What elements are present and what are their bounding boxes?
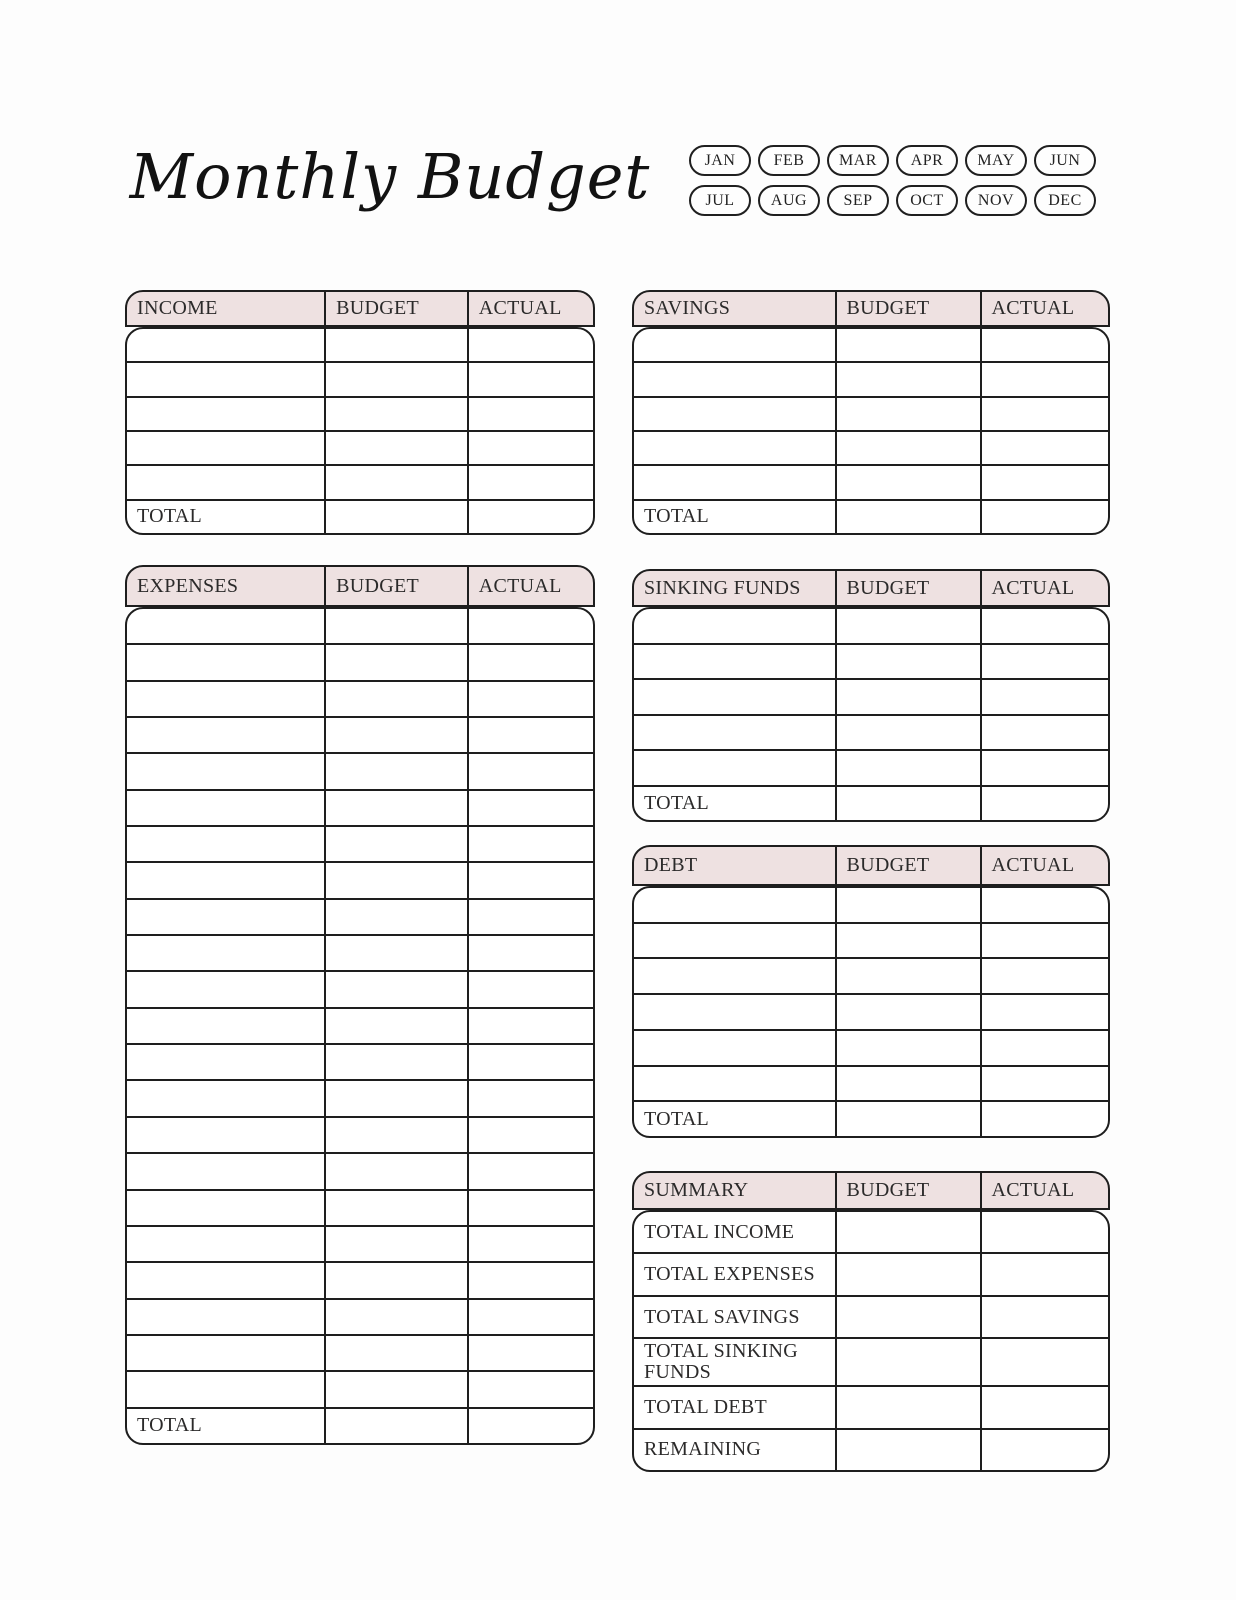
table-row	[634, 922, 1108, 958]
blank-cell[interactable]	[634, 329, 835, 361]
month-pill-may[interactable]: MAY	[965, 145, 1027, 176]
budget-column-header: BUDGET	[835, 1173, 980, 1208]
total-row	[634, 1100, 1108, 1136]
blank-cell[interactable]	[835, 1297, 980, 1337]
blank-cell[interactable]	[980, 751, 1108, 785]
savings-table-header	[632, 290, 1110, 327]
actual-column-header: ACTUAL	[467, 292, 593, 325]
blank-cell[interactable]	[980, 1297, 1108, 1337]
blank-cell[interactable]	[634, 888, 835, 922]
blank-cell[interactable]	[634, 716, 835, 750]
savings-header-label: SAVINGS	[644, 297, 731, 319]
table-row	[634, 643, 1108, 679]
sinking-funds-table-header	[632, 569, 1110, 607]
summary-row-label: TOTAL SINKING FUNDS	[644, 1340, 798, 1384]
table-row	[127, 1334, 593, 1370]
expenses-table	[125, 565, 595, 1445]
blank-cell[interactable]	[980, 1067, 1108, 1101]
table-row	[127, 1298, 593, 1334]
blank-cell[interactable]	[127, 1300, 324, 1334]
summary-header-label: SUMMARY	[644, 1179, 749, 1201]
blank-cell[interactable]	[835, 398, 980, 430]
summary-row-label: TOTAL DEBT	[644, 1395, 768, 1418]
blank-cell[interactable]	[467, 754, 593, 788]
blank-cell[interactable]	[634, 924, 835, 958]
blank-cell[interactable]	[127, 754, 324, 788]
blank-cell[interactable]	[467, 900, 593, 934]
blank-cell[interactable]	[980, 645, 1108, 679]
savings-table	[632, 290, 1110, 535]
month-pill-sep[interactable]: SEP	[827, 185, 889, 216]
blank-cell[interactable]	[127, 329, 324, 361]
total-row	[634, 499, 1108, 533]
blank-cell[interactable]	[324, 609, 467, 643]
debt-header-label: DEBT	[644, 854, 698, 876]
blank-cell[interactable]	[634, 645, 835, 679]
blank-cell[interactable]	[980, 716, 1108, 750]
blank-cell[interactable]	[127, 1045, 324, 1079]
blank-cell[interactable]	[835, 680, 980, 714]
budget-column-header: BUDGET	[324, 567, 467, 605]
labeled-row	[634, 1428, 1108, 1470]
blank-cell[interactable]	[324, 1045, 467, 1079]
table-row	[127, 609, 593, 643]
month-pill-feb[interactable]: FEB	[758, 145, 820, 176]
blank-cell[interactable]	[980, 680, 1108, 714]
blank-cell[interactable]	[980, 1430, 1108, 1470]
blank-cell[interactable]	[467, 863, 593, 897]
blank-cell[interactable]	[324, 972, 467, 1006]
blank-cell[interactable]	[634, 1067, 835, 1101]
blank-cell[interactable]	[324, 754, 467, 788]
table-row	[127, 825, 593, 861]
blank-cell[interactable]	[980, 1254, 1108, 1294]
blank-cell[interactable]	[467, 1045, 593, 1079]
blank-cell[interactable]	[835, 363, 980, 395]
blank-cell[interactable]	[835, 716, 980, 750]
blank-cell[interactable]	[467, 1009, 593, 1043]
blank-cell[interactable]	[835, 645, 980, 679]
table-row	[634, 1065, 1108, 1101]
blank-cell[interactable]	[324, 1300, 467, 1334]
blank-cell[interactable]	[835, 1339, 980, 1385]
blank-cell[interactable]	[127, 900, 324, 934]
blank-cell[interactable]	[835, 751, 980, 785]
table-row	[127, 934, 593, 970]
blank-cell[interactable]	[324, 900, 467, 934]
total-row	[127, 1407, 593, 1443]
income-table-header	[125, 290, 595, 327]
blank-cell[interactable]	[835, 1102, 980, 1136]
table-row	[634, 749, 1108, 785]
table-row	[127, 970, 593, 1006]
total-label: TOTAL	[644, 1107, 710, 1130]
blank-cell[interactable]	[835, 1387, 980, 1427]
summary-table-header	[632, 1171, 1110, 1210]
table-row	[127, 464, 593, 498]
blank-cell[interactable]	[324, 432, 467, 464]
actual-column-header: ACTUAL	[980, 847, 1108, 884]
blank-cell[interactable]	[980, 1387, 1108, 1427]
blank-cell[interactable]	[467, 363, 593, 395]
table-row	[127, 1189, 593, 1225]
blank-cell[interactable]	[127, 1263, 324, 1297]
blank-cell[interactable]	[324, 1009, 467, 1043]
blank-cell[interactable]	[634, 363, 835, 395]
blank-cell[interactable]	[980, 398, 1108, 430]
blank-cell[interactable]	[835, 787, 980, 821]
blank-cell[interactable]	[324, 466, 467, 498]
blank-cell[interactable]	[634, 751, 835, 785]
actual-column-header: ACTUAL	[980, 1173, 1108, 1208]
table-row	[634, 678, 1108, 714]
summary-row-label: TOTAL EXPENSES	[644, 1263, 815, 1286]
table-row	[127, 716, 593, 752]
blank-cell[interactable]	[467, 1300, 593, 1334]
month-pill-dec[interactable]: DEC	[1034, 185, 1096, 216]
blank-cell[interactable]	[467, 329, 593, 361]
table-row	[127, 1079, 593, 1115]
blank-cell[interactable]	[467, 827, 593, 861]
summary-row-label: TOTAL SAVINGS	[644, 1305, 800, 1328]
blank-cell[interactable]	[467, 718, 593, 752]
blank-cell[interactable]	[324, 718, 467, 752]
labeled-row	[634, 1337, 1108, 1385]
blank-cell[interactable]	[835, 1430, 980, 1470]
labeled-row	[634, 1385, 1108, 1427]
sinking-funds-table	[632, 569, 1110, 822]
blank-cell[interactable]	[980, 609, 1108, 643]
table-row	[634, 329, 1108, 361]
blank-cell[interactable]	[127, 363, 324, 395]
blank-cell[interactable]	[127, 682, 324, 716]
blank-cell[interactable]	[127, 1227, 324, 1261]
table-row	[634, 888, 1108, 922]
blank-cell[interactable]	[127, 398, 324, 430]
blank-cell[interactable]	[467, 1336, 593, 1370]
blank-cell[interactable]	[835, 1212, 980, 1252]
expenses-table-body	[125, 607, 595, 1445]
labeled-row	[634, 1252, 1108, 1294]
blank-cell[interactable]	[980, 787, 1108, 821]
table-row	[127, 1152, 593, 1188]
total-label: TOTAL	[137, 505, 203, 528]
table-row	[127, 789, 593, 825]
debt-table-header	[632, 845, 1110, 886]
blank-cell[interactable]	[980, 1102, 1108, 1136]
table-row	[127, 1261, 593, 1297]
table-row	[127, 861, 593, 897]
blank-cell[interactable]	[835, 959, 980, 993]
blank-cell[interactable]	[127, 791, 324, 825]
blank-cell[interactable]	[980, 501, 1108, 533]
blank-cell[interactable]	[324, 363, 467, 395]
blank-cell[interactable]	[127, 466, 324, 498]
blank-cell[interactable]	[835, 501, 980, 533]
table-row	[127, 329, 593, 361]
blank-cell[interactable]	[324, 682, 467, 716]
blank-cell[interactable]	[324, 1263, 467, 1297]
blank-cell[interactable]	[127, 1081, 324, 1115]
blank-cell[interactable]	[980, 888, 1108, 922]
table-row	[634, 609, 1108, 643]
blank-cell[interactable]	[324, 1227, 467, 1261]
debt-table-body	[632, 886, 1110, 1138]
blank-cell[interactable]	[324, 936, 467, 970]
blank-cell[interactable]	[127, 1154, 324, 1188]
month-pill-apr[interactable]: APR	[896, 145, 958, 176]
table-row	[127, 1116, 593, 1152]
blank-cell[interactable]	[467, 791, 593, 825]
table-row	[127, 1043, 593, 1079]
budget-column-header: BUDGET	[835, 292, 980, 325]
sinking-funds-header-label: SINKING FUNDS	[644, 576, 801, 599]
blank-cell[interactable]	[467, 1191, 593, 1225]
blank-cell[interactable]	[324, 1372, 467, 1406]
blank-cell[interactable]	[980, 1031, 1108, 1065]
blank-cell[interactable]	[324, 1336, 467, 1370]
blank-cell[interactable]	[324, 645, 467, 679]
month-pill-aug[interactable]: AUG	[758, 185, 820, 216]
blank-cell[interactable]	[467, 1227, 593, 1261]
blank-cell[interactable]	[835, 329, 980, 361]
table-row	[127, 361, 593, 395]
table-row	[127, 898, 593, 934]
blank-cell[interactable]	[980, 995, 1108, 1029]
table-row	[634, 957, 1108, 993]
blank-cell[interactable]	[980, 959, 1108, 993]
table-row	[634, 361, 1108, 395]
blank-cell[interactable]	[467, 398, 593, 430]
expenses-table-header	[125, 565, 595, 607]
blank-cell[interactable]	[467, 1154, 593, 1188]
blank-cell[interactable]	[324, 791, 467, 825]
month-pill-jun[interactable]: JUN	[1034, 145, 1096, 176]
table-row	[127, 396, 593, 430]
blank-cell[interactable]	[127, 827, 324, 861]
blank-cell[interactable]	[467, 1372, 593, 1406]
blank-cell[interactable]	[467, 609, 593, 643]
blank-cell[interactable]	[127, 1118, 324, 1152]
blank-cell[interactable]	[980, 432, 1108, 464]
blank-cell[interactable]	[127, 718, 324, 752]
blank-cell[interactable]	[467, 1409, 593, 1443]
blank-cell[interactable]	[634, 680, 835, 714]
blank-cell[interactable]	[835, 432, 980, 464]
blank-cell[interactable]	[467, 432, 593, 464]
month-selector	[689, 145, 1096, 216]
month-pill-oct[interactable]: OCT	[896, 185, 958, 216]
blank-cell[interactable]	[467, 936, 593, 970]
blank-cell[interactable]	[324, 1154, 467, 1188]
summary-row-label: REMAINING	[644, 1438, 762, 1461]
blank-cell[interactable]	[467, 682, 593, 716]
month-pill-mar[interactable]: MAR	[827, 145, 889, 176]
blank-cell[interactable]	[835, 1067, 980, 1101]
blank-cell[interactable]	[127, 936, 324, 970]
blank-cell[interactable]	[467, 1118, 593, 1152]
blank-cell[interactable]	[835, 1031, 980, 1065]
debt-table	[632, 845, 1110, 1138]
page-title: Monthly Budget	[129, 139, 651, 213]
blank-cell[interactable]	[127, 1009, 324, 1043]
blank-cell[interactable]	[634, 432, 835, 464]
labeled-row	[634, 1295, 1108, 1337]
blank-cell[interactable]	[127, 609, 324, 643]
blank-cell[interactable]	[980, 466, 1108, 498]
income-header-label: INCOME	[137, 297, 218, 319]
blank-cell[interactable]	[467, 1263, 593, 1297]
blank-cell[interactable]	[980, 329, 1108, 361]
income-table-body	[125, 327, 595, 535]
summary-table-body	[632, 1210, 1110, 1472]
blank-cell[interactable]	[127, 1191, 324, 1225]
blank-cell[interactable]	[835, 924, 980, 958]
blank-cell[interactable]	[980, 363, 1108, 395]
total-row	[634, 785, 1108, 821]
table-row	[634, 1029, 1108, 1065]
blank-cell[interactable]	[324, 1081, 467, 1115]
blank-cell[interactable]	[634, 959, 835, 993]
table-row	[127, 1007, 593, 1043]
blank-cell[interactable]	[634, 1031, 835, 1065]
blank-cell[interactable]	[835, 1254, 980, 1294]
blank-cell[interactable]	[127, 1372, 324, 1406]
budget-column-header: BUDGET	[835, 571, 980, 605]
table-row	[127, 430, 593, 464]
budget-column-header: BUDGET	[835, 847, 980, 884]
blank-cell[interactable]	[835, 466, 980, 498]
blank-cell[interactable]	[634, 609, 835, 643]
total-label: TOTAL	[644, 791, 710, 814]
labeled-row	[634, 1212, 1108, 1252]
blank-cell[interactable]	[324, 398, 467, 430]
actual-column-header: ACTUAL	[467, 567, 593, 605]
blank-cell[interactable]	[127, 972, 324, 1006]
table-row	[634, 993, 1108, 1029]
blank-cell[interactable]	[127, 1336, 324, 1370]
table-row	[127, 1370, 593, 1406]
blank-cell[interactable]	[467, 1081, 593, 1115]
blank-cell[interactable]	[634, 995, 835, 1029]
summary-row-label: TOTAL INCOME	[644, 1220, 795, 1243]
month-pill-jan[interactable]: JAN	[689, 145, 751, 176]
blank-cell[interactable]	[324, 1118, 467, 1152]
sinking-funds-table-body	[632, 607, 1110, 822]
total-row	[127, 499, 593, 533]
summary-table	[632, 1171, 1110, 1472]
total-label: TOTAL	[137, 1414, 203, 1437]
blank-cell[interactable]	[835, 609, 980, 643]
blank-cell[interactable]	[634, 466, 835, 498]
table-row	[634, 396, 1108, 430]
actual-column-header: ACTUAL	[980, 292, 1108, 325]
blank-cell[interactable]	[324, 863, 467, 897]
blank-cell[interactable]	[980, 924, 1108, 958]
blank-cell[interactable]	[467, 972, 593, 1006]
blank-cell[interactable]	[467, 466, 593, 498]
income-table	[125, 290, 595, 535]
blank-cell[interactable]	[980, 1339, 1108, 1385]
blank-cell[interactable]	[324, 329, 467, 361]
blank-cell[interactable]	[127, 863, 324, 897]
blank-cell[interactable]	[324, 501, 467, 533]
blank-cell[interactable]	[324, 827, 467, 861]
table-row	[127, 680, 593, 716]
actual-column-header: ACTUAL	[980, 571, 1108, 605]
table-row	[127, 752, 593, 788]
blank-cell[interactable]	[467, 501, 593, 533]
month-pill-jul[interactable]: JUL	[689, 185, 751, 216]
table-row	[127, 1225, 593, 1261]
blank-cell[interactable]	[980, 1212, 1108, 1252]
savings-table-body	[632, 327, 1110, 535]
table-row	[634, 464, 1108, 498]
blank-cell[interactable]	[634, 398, 835, 430]
table-row	[127, 643, 593, 679]
total-label: TOTAL	[644, 505, 710, 528]
blank-cell[interactable]	[127, 645, 324, 679]
blank-cell[interactable]	[467, 645, 593, 679]
table-row	[634, 714, 1108, 750]
blank-cell[interactable]	[324, 1409, 467, 1443]
expenses-header-label: EXPENSES	[137, 574, 239, 597]
month-pill-nov[interactable]: NOV	[965, 185, 1027, 216]
blank-cell[interactable]	[127, 432, 324, 464]
budget-column-header: BUDGET	[324, 292, 467, 325]
table-row	[634, 430, 1108, 464]
blank-cell[interactable]	[835, 888, 980, 922]
blank-cell[interactable]	[324, 1191, 467, 1225]
blank-cell[interactable]	[835, 995, 980, 1029]
